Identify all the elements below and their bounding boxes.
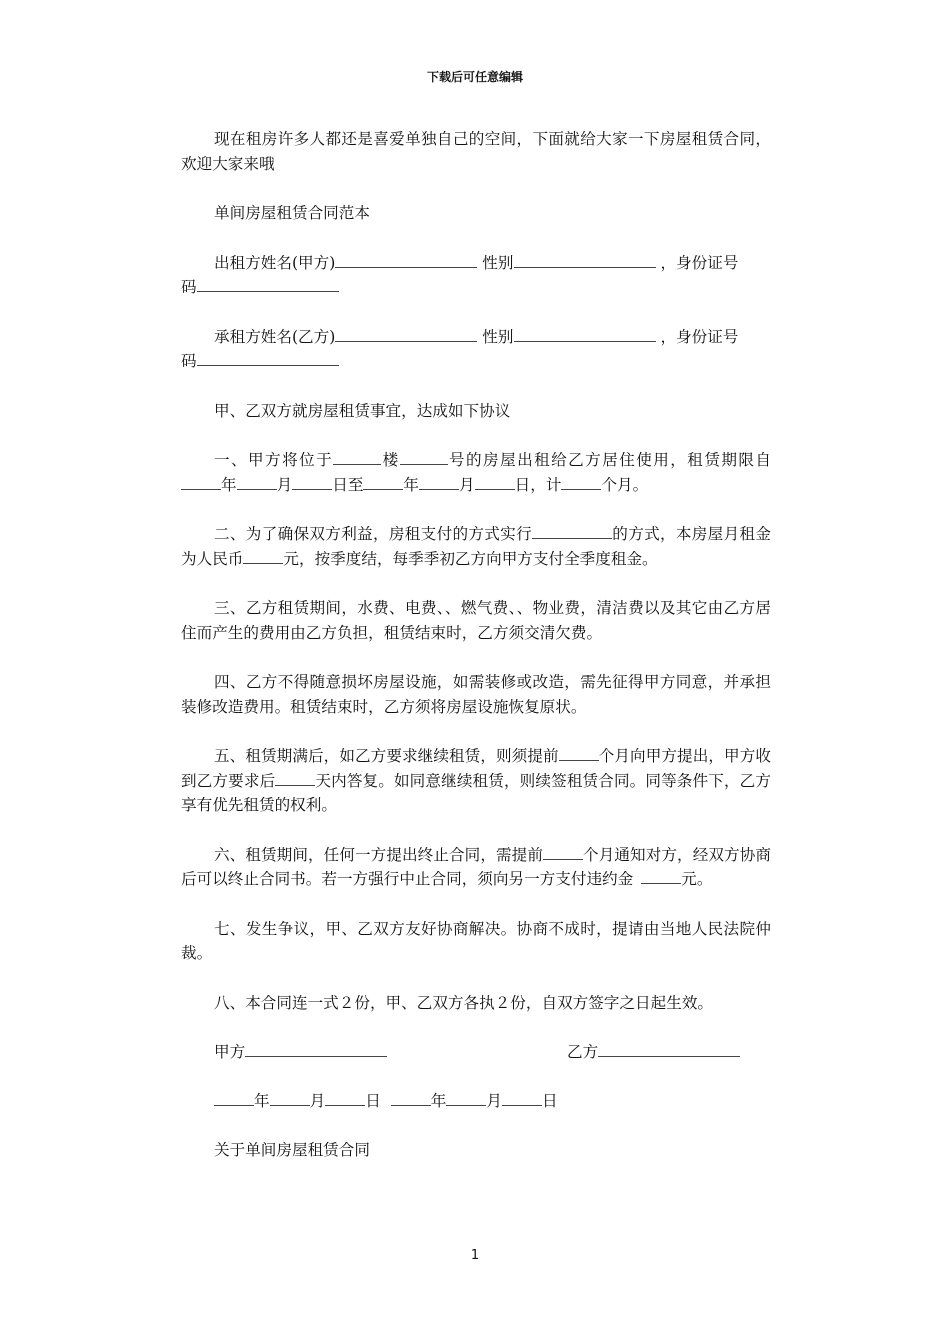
date-a-year-blank — [214, 1091, 254, 1106]
clause-8: 八、本合同连一式２份，甲、乙双方各执２份，自双方签字之日起生效。 — [214, 993, 714, 1012]
related-title: 关于单间房屋租赁合同 — [214, 1141, 370, 1159]
clause-1-text-j: 个月。 — [601, 475, 649, 494]
date-b-day-blank — [502, 1091, 542, 1106]
party-a-signature — [214, 1040, 387, 1064]
clause-5-text-c: 天内答复。如同意继续租赁，则续签租赁合同。同等条件下，乙方享有优先租赁的权利。 — [181, 771, 771, 814]
date-row — [181, 1089, 771, 1113]
blank-termination-months — [543, 845, 583, 860]
blank-start-year — [181, 475, 221, 490]
party-a-blank — [245, 1042, 387, 1057]
lessee-label: 承租方姓名(乙方) — [214, 327, 336, 346]
clause-2-text-b: 的方式，本房屋月租金为人民币 — [181, 525, 771, 568]
lessee-id-label-cont: 码 — [181, 352, 197, 370]
lessor-label: 出租方姓名(甲方) — [214, 253, 336, 272]
date-a-month-blank — [270, 1091, 310, 1106]
clause-6 — [181, 843, 771, 892]
lessor-gender-blank — [514, 253, 656, 268]
clause-5 — [181, 744, 771, 818]
blank-rent — [243, 549, 283, 564]
blank-penalty — [641, 869, 681, 884]
clause-1-text-d: 年 — [221, 475, 237, 494]
clause-2-text-c: 元，按季度结，每季季初乙方向甲方支付全季度租金。 — [283, 549, 658, 568]
clause-7: 七、发生争议，甲、乙双方友好协商解决。协商不成时，提请由当地人民法院仲裁。 — [181, 919, 771, 962]
clause-6-text-b: 个月通知对方，经双方协商后可以终止合同书。若一方强行中止合同，须向另一方支付违约金 — [181, 845, 771, 888]
clause-1-text-h: 月 — [459, 475, 475, 494]
blank-months — [561, 475, 601, 490]
lessee-gender-label: 性别 — [482, 327, 514, 346]
lessor-name-blank — [335, 253, 477, 268]
clause-1-text-i: 日，计 — [514, 475, 562, 494]
contract-body — [181, 127, 771, 1188]
clause-3: 三、乙方租赁期间，水费、电费、、燃气费、、物业费，清洁费以及其它由乙方居住而产生的费用由乙方负担，租赁结束时，乙方须交清欠费。 — [181, 599, 771, 642]
clause-6-text-a: 六、租赁期间，任何一方提出终止合同，需提前 — [214, 845, 543, 864]
clause-5-text-b: 个月向甲方提出，甲方收到乙方要求后 — [181, 747, 771, 790]
clause-1-text-g: 年 — [403, 475, 420, 494]
date-a-day-blank — [325, 1091, 365, 1106]
signing-dates — [214, 1089, 558, 1113]
clause-2-text-a: 二、为了确保双方利益，房租支付的方式实行 — [214, 525, 532, 543]
clause-2 — [181, 522, 771, 571]
clause-1 — [181, 448, 771, 497]
clause-4: 四、乙方不得随意损坏房屋设施，如需装修或改造，需先征得甲方同意，并承担装修改造费用。租赁结束时，乙方须将房屋设施恢复原状。 — [181, 673, 771, 716]
party-a-label: 甲方 — [214, 1043, 246, 1061]
blank-notice-months — [559, 746, 599, 761]
clause-5-text-a: 五、租赁期满后，如乙方要求继续租赁，则须提前 — [214, 747, 559, 765]
date-b-year: 年 — [430, 1092, 447, 1110]
blank-start-month — [237, 475, 277, 490]
blank-reply-days — [275, 771, 315, 786]
clause-1-text-e: 月 — [276, 475, 293, 494]
contract-title: 单间房屋租赁合同范本 — [214, 204, 370, 222]
clause-1-text-b: 楼 — [381, 451, 400, 469]
blank-building — [333, 450, 381, 465]
lessee-id-blank — [197, 351, 339, 366]
blank-end-year — [363, 475, 403, 490]
blank-number — [400, 450, 448, 465]
party-b-blank — [598, 1042, 740, 1057]
clause-1-text-c: 号的房屋出租给乙方居住使用，租赁期限自 — [447, 451, 771, 469]
lessee-name-blank — [335, 327, 477, 342]
date-a-year: 年 — [254, 1092, 270, 1110]
agreement-line: 甲、乙双方就房屋租赁事宜，达成如下协议 — [214, 401, 511, 420]
blank-start-day — [292, 475, 332, 490]
blank-end-month — [419, 475, 459, 490]
page-number: 1 — [470, 1248, 480, 1263]
lessor-id-label-cont: 码 — [181, 278, 197, 296]
date-b-year-blank — [391, 1091, 431, 1106]
lessor-id-label: ，身份证号 — [660, 253, 739, 272]
clause-1-text-a: 一、甲方将位于 — [214, 451, 334, 469]
clause-6-text-c: 元。 — [681, 870, 713, 888]
date-a-day: 日 — [365, 1092, 381, 1110]
page-header: 下载后可任意编辑 — [426, 70, 523, 84]
intro-paragraph: 现在租房许多人都还是喜爱单独自己的空间，下面就给大家一下房屋租赁合同，欢迎大家来哦 — [181, 130, 771, 173]
date-b-month: 月 — [486, 1092, 502, 1110]
date-b-day: 日 — [541, 1092, 558, 1110]
blank-end-day — [475, 475, 515, 490]
lessor-line — [181, 251, 771, 300]
lessee-gender-blank — [514, 327, 656, 342]
date-a-month: 月 — [309, 1092, 326, 1110]
lessor-id-blank — [197, 277, 339, 292]
party-b-label: 乙方 — [567, 1043, 599, 1061]
signature-row — [181, 1040, 771, 1064]
blank-payment-method — [532, 524, 612, 539]
party-b-signature — [567, 1040, 740, 1064]
lessee-line — [181, 325, 771, 374]
lessor-gender-label: 性别 — [482, 253, 514, 272]
date-b-month-blank — [446, 1091, 486, 1106]
lessee-id-label: ，身份证号 — [660, 327, 739, 346]
clause-1-text-f: 日至 — [332, 475, 364, 494]
